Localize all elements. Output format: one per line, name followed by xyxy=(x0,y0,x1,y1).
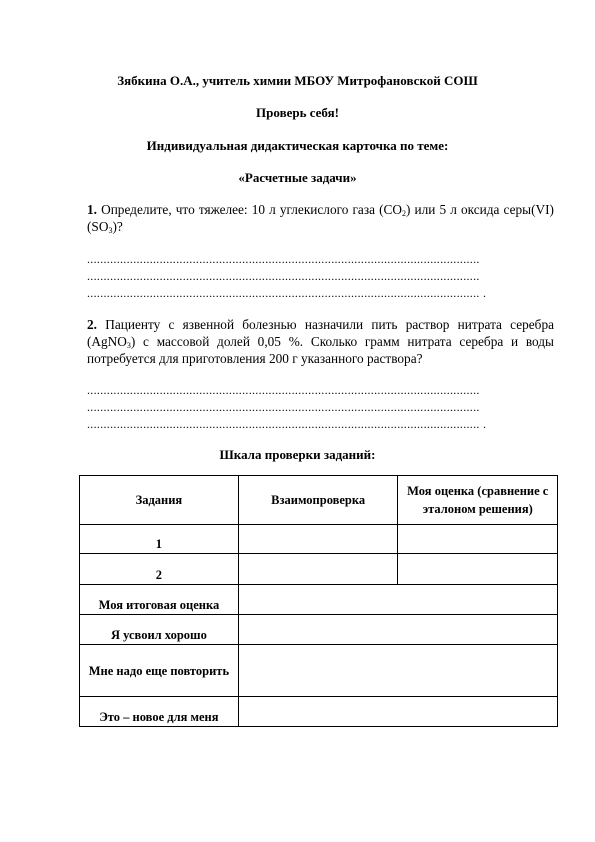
check-title: Проверь себя! xyxy=(256,105,339,120)
task-2-answer-line[interactable]: ....................................................................................................................... xyxy=(87,400,480,414)
summary-value-cell[interactable] xyxy=(238,615,557,645)
summary-label-cell: Это – новое для меня xyxy=(80,697,239,727)
table-row xyxy=(80,585,558,615)
summary-value-cell[interactable] xyxy=(238,697,557,727)
task-1-answer-line[interactable]: ....................................................................................................................... . xyxy=(87,286,487,300)
task-2-text-a: Пациенту с язвенной болезнью назначили пить раствор нитрата серебра (AgNO xyxy=(87,317,554,349)
task-1 xyxy=(87,201,554,235)
grading-table xyxy=(79,475,558,727)
table-header-row xyxy=(80,476,558,525)
summary-value-cell[interactable] xyxy=(238,645,557,697)
task-number-cell: 2 xyxy=(80,554,239,585)
task-2 xyxy=(87,316,554,367)
table-row xyxy=(80,645,558,697)
task-1-text-c: )? xyxy=(112,219,123,234)
task-1-text-b: ) или 5 л оксида серы(VI) (SO xyxy=(87,202,554,234)
summary-value-cell[interactable] xyxy=(238,585,557,615)
self-grade-cell[interactable] xyxy=(398,525,558,554)
task-number-cell: 1 xyxy=(80,525,239,554)
task-1-text-a: Определите, что тяжелее: 10 л углекислого газа (CO xyxy=(101,202,402,217)
task-1-sub-a: 2 xyxy=(401,209,406,218)
card-title: Индивидуальная дидактическая карточка по теме: xyxy=(146,138,449,153)
author-line: Зябкина О.А., учитель химии МБОУ Митрофановской СОШ xyxy=(117,73,478,88)
table-row xyxy=(80,697,558,727)
column-header-tasks: Задания xyxy=(80,476,239,525)
task-2-text-b: ) с массовой долей 0,05 %. Сколько грамм нитрата серебра и воды потребуется для приготовления 200 г указанного раствора? xyxy=(87,334,554,366)
table-row xyxy=(80,615,558,645)
summary-label-cell: Мне надо еще повторить xyxy=(80,645,239,697)
summary-label-cell: Я усвоил хорошо xyxy=(80,615,239,645)
scale-title: Шкала проверки заданий: xyxy=(219,447,376,462)
task-2-sub-a: 3 xyxy=(126,341,131,350)
task-1-sub-b: 3 xyxy=(108,226,113,235)
peer-check-cell[interactable] xyxy=(238,525,398,554)
self-grade-cell[interactable] xyxy=(398,554,558,585)
summary-label-cell: Моя итоговая оценка xyxy=(80,585,239,615)
task-2-number: 2. xyxy=(87,317,97,332)
task-1-answer-line[interactable]: ....................................................................................................................... xyxy=(87,252,480,266)
peer-check-cell[interactable] xyxy=(238,554,398,585)
table-row xyxy=(80,525,558,554)
task-1-number: 1. xyxy=(87,202,97,217)
task-2-answer-line[interactable]: ....................................................................................................................... . xyxy=(87,417,487,431)
topic-title: «Расчетные задачи» xyxy=(238,170,357,185)
column-header-self-grade: Моя оценка (сравнение с эталоном решения) xyxy=(398,476,558,525)
task-2-answer-line[interactable]: ....................................................................................................................... xyxy=(87,383,480,397)
task-1-answer-line[interactable]: ....................................................................................................................... xyxy=(87,269,480,283)
table-row xyxy=(80,554,558,585)
column-header-peer-check: Взаимопроверка xyxy=(238,476,398,525)
